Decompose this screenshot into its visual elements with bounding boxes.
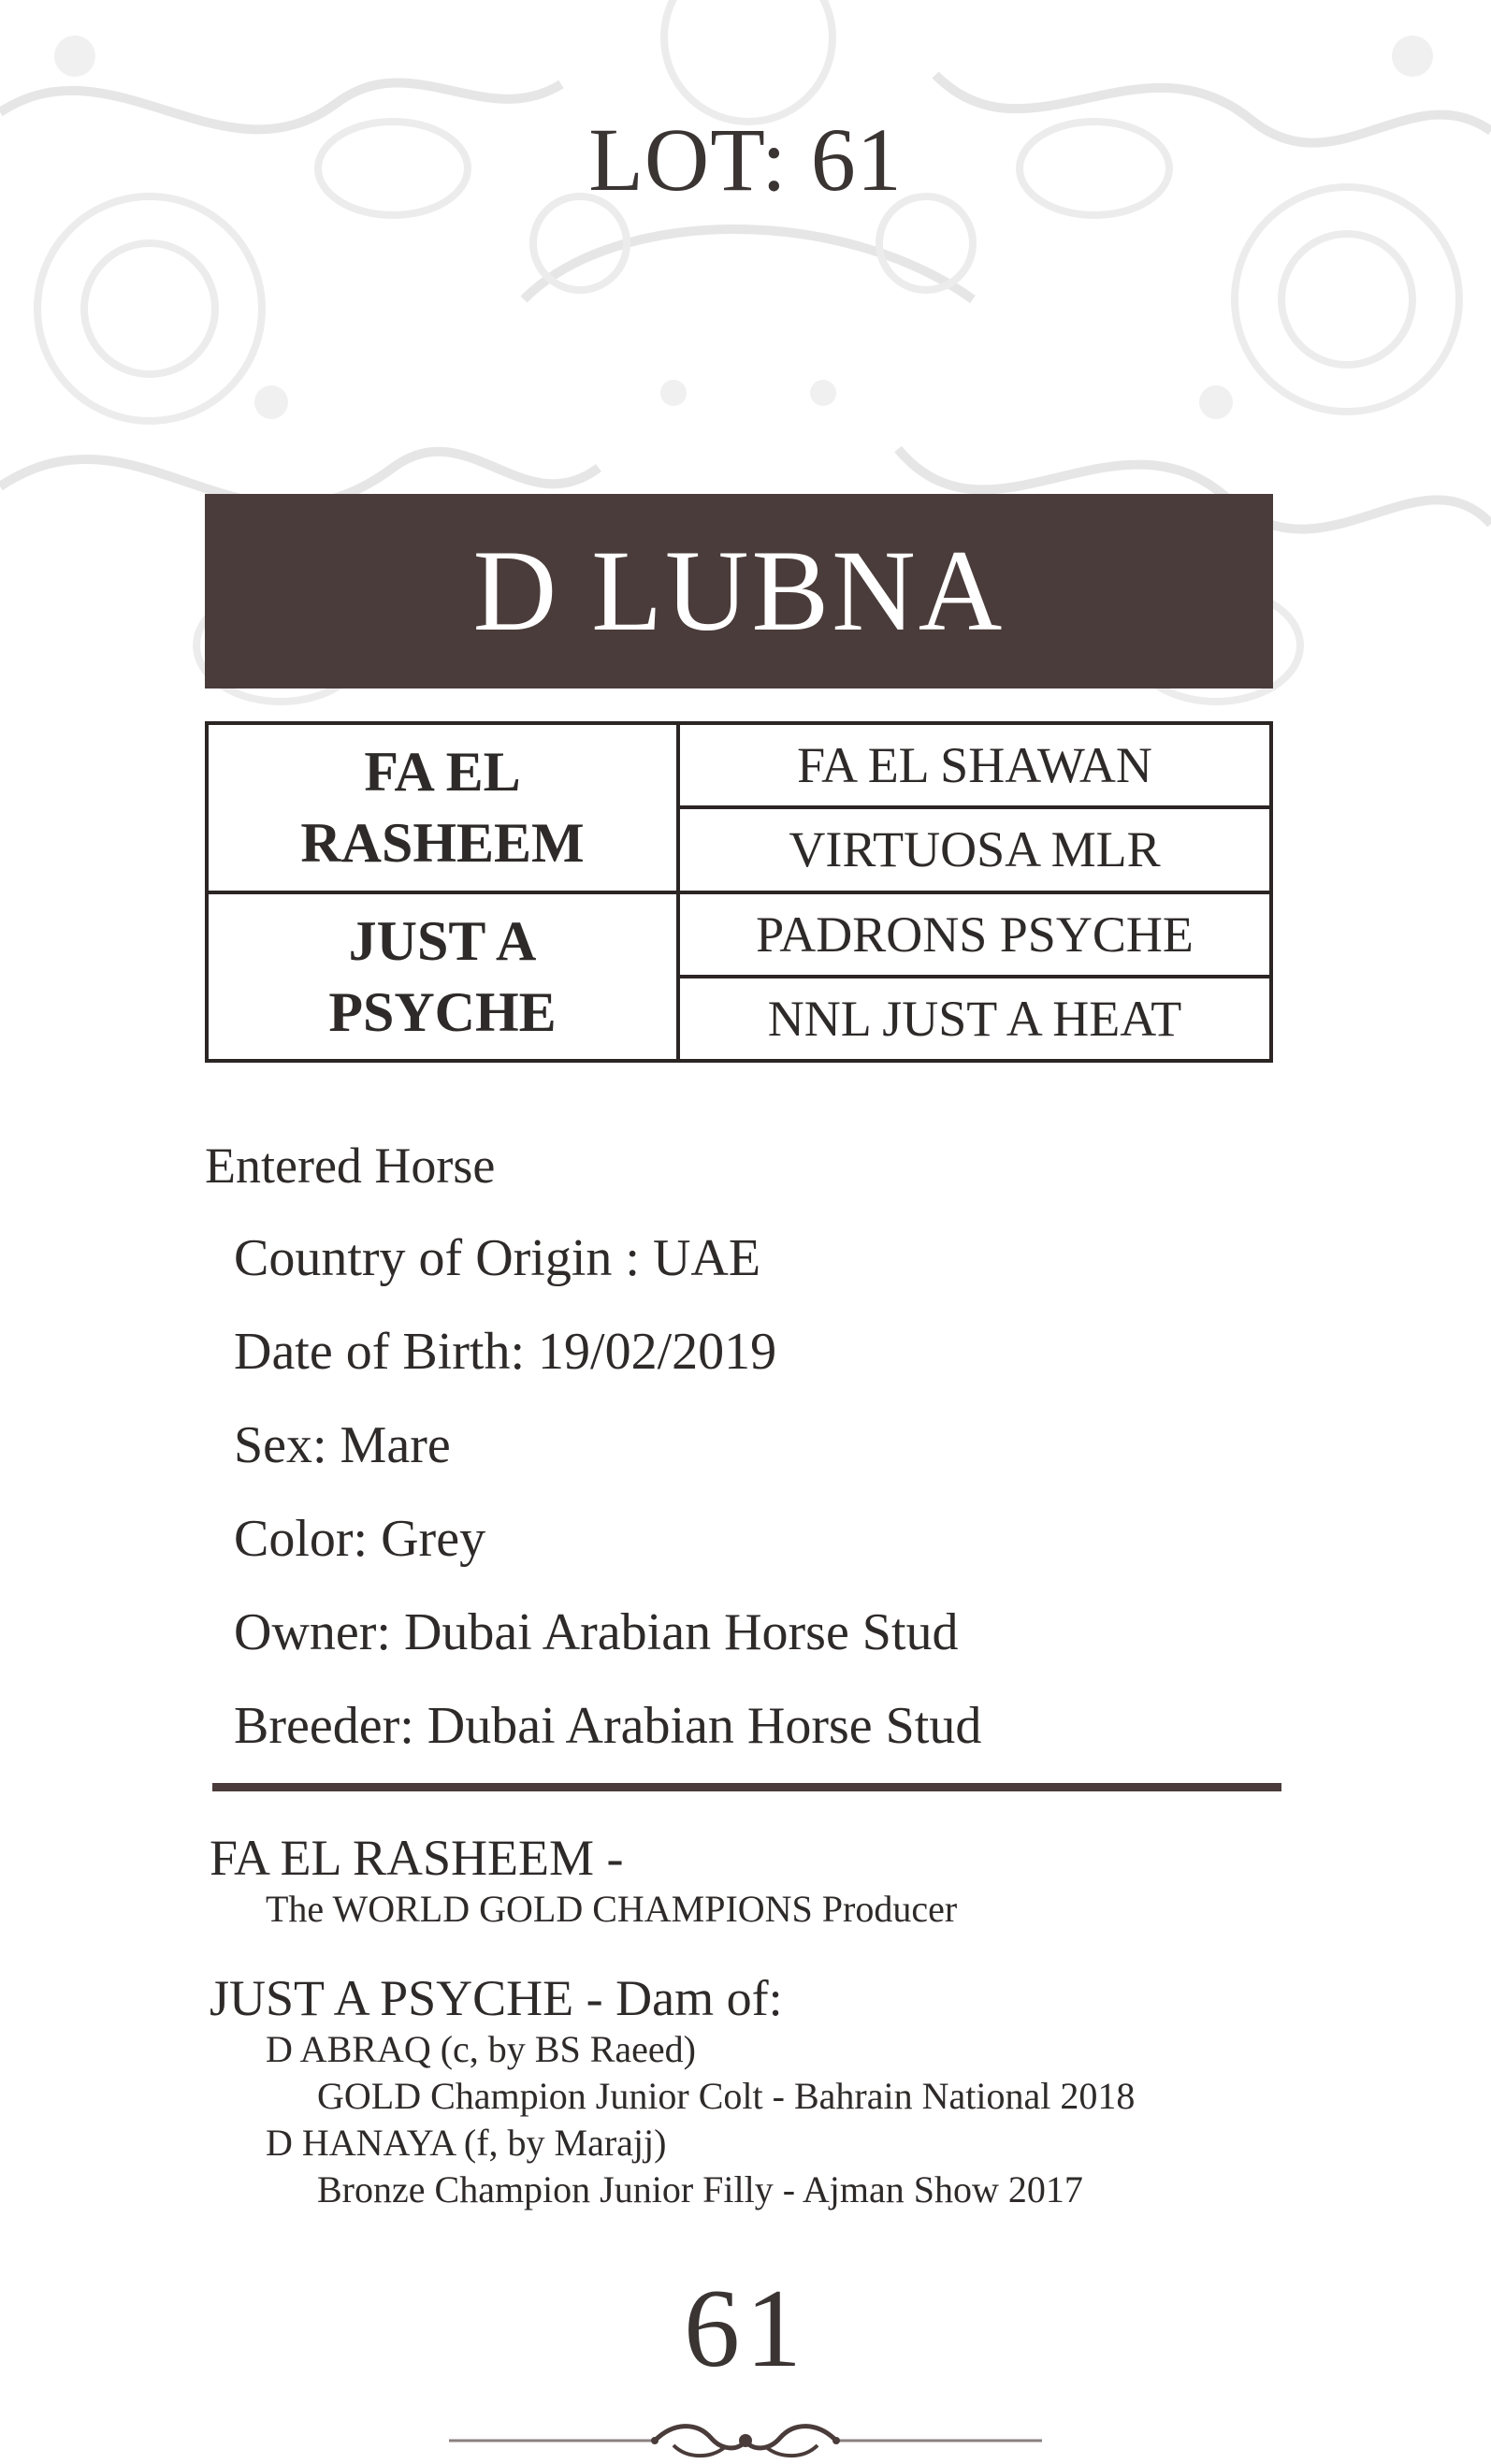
detail-owner: Owner: Dubai Arabian Horse Stud <box>234 1603 959 1661</box>
pedigree-sire-sire: FA EL SHAWAN <box>797 737 1152 794</box>
pedigree-sire-sire-cell <box>678 723 1271 807</box>
pedigree-dam-cell <box>207 892 678 1062</box>
pedigree-sire-cell <box>207 723 678 892</box>
entered-horse-heading: Entered Horse <box>205 1138 496 1194</box>
offspring-name: D ABRAQ (c, by BS Raeed) <box>266 2028 696 2070</box>
detail-color: Color: Grey <box>234 1510 486 1568</box>
horse-name-banner <box>205 494 1273 688</box>
pedigree-row <box>207 723 1271 807</box>
pedigree-table <box>205 721 1273 1063</box>
pedigree-dam-dam-cell <box>678 977 1271 1061</box>
detail-breeder: Breeder: Dubai Arabian Horse Stud <box>234 1697 982 1755</box>
horse-details-list <box>234 1227 981 1789</box>
section-divider <box>212 1783 1281 1791</box>
sire-note-heading: FA EL RASHEEM - <box>210 1830 624 1886</box>
pedigree-sire: FA EL RASHEEM <box>300 741 585 875</box>
pedigree-dam-sire-cell <box>678 892 1271 977</box>
flourish-ornament-icon <box>0 2417 1491 2464</box>
pedigree-row <box>207 892 1271 977</box>
pedigree-sire-dam: VIRTUOSA MLR <box>789 821 1161 878</box>
pedigree-sire-dam-cell <box>678 807 1271 891</box>
sire-note-text: The WORLD GOLD CHAMPIONS Producer <box>266 1888 958 1930</box>
detail-country-of-origin: Country of Origin : UAE <box>234 1229 761 1287</box>
lot-number-title: LOT: 61 <box>588 109 903 210</box>
pedigree-dam-dam: NNL JUST A HEAT <box>767 990 1182 1047</box>
offspring-name: D HANAYA (f, by Marajj) <box>266 2122 667 2164</box>
pedigree-dam: JUST A PSYCHE <box>328 909 557 1043</box>
pedigree-notes <box>210 1830 1135 2213</box>
note-spacer <box>210 1933 1135 1970</box>
offspring-award: GOLD Champion Junior Colt - Bahrain National 2018 <box>317 2075 1136 2117</box>
detail-sex: Sex: Mare <box>234 1416 451 1474</box>
offspring-award: Bronze Champion Junior Filly - Ajman Show 2017 <box>317 2168 1083 2210</box>
detail-date-of-birth: Date of Birth: 19/02/2019 <box>234 1323 777 1381</box>
page-number: 61 <box>684 2266 807 2390</box>
horse-name: D LUBNA <box>472 527 1006 655</box>
dam-note-heading: JUST A PSYCHE - Dam of: <box>210 1970 783 2026</box>
pedigree-dam-sire: PADRONS PSYCHE <box>756 906 1194 963</box>
